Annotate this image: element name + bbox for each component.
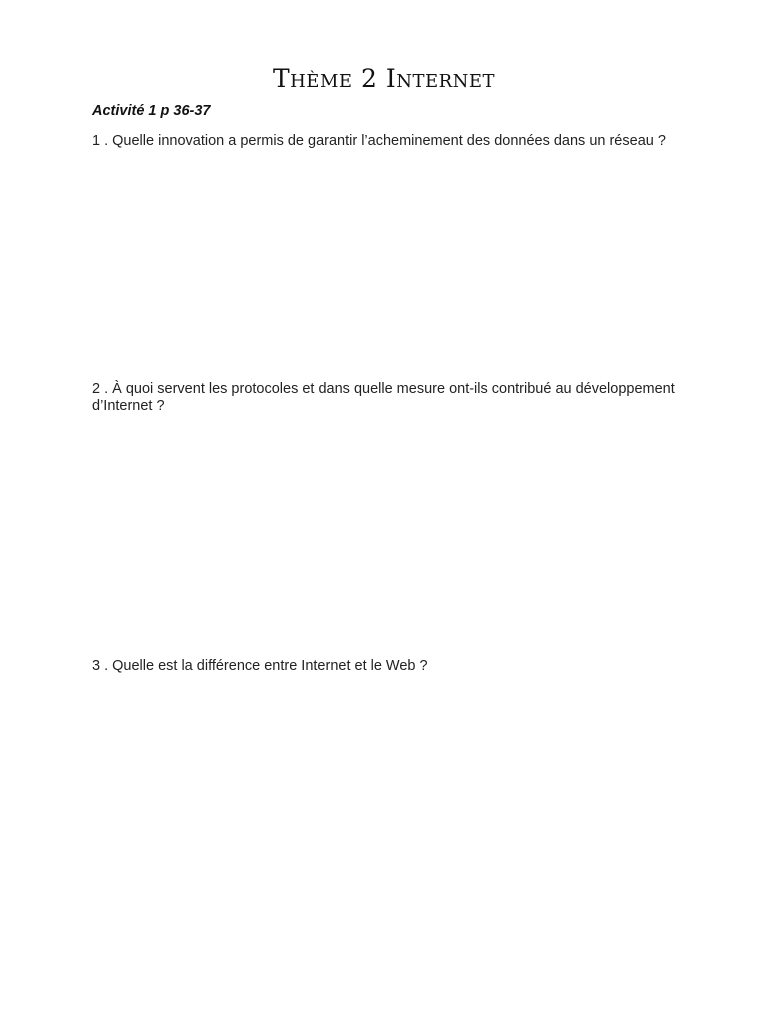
- question-3: 3 . Quelle est la différence entre Internet et le Web ?: [92, 658, 428, 674]
- question-1: 1 . Quelle innovation a permis de garantir l’acheminement des données dans un réseau ?: [92, 133, 666, 149]
- answer-space-1: [92, 170, 682, 370]
- page-title: Thème 2 Internet: [272, 64, 496, 93]
- question-2: 2 . À quoi servent les protocoles et dans quelle mesure ont-ils contribué au développement d’Internet ?: [92, 381, 675, 414]
- answer-space-3: [92, 680, 682, 980]
- activity-reference: Activité 1 p 36-37: [92, 103, 211, 119]
- answer-space-2: [92, 418, 682, 648]
